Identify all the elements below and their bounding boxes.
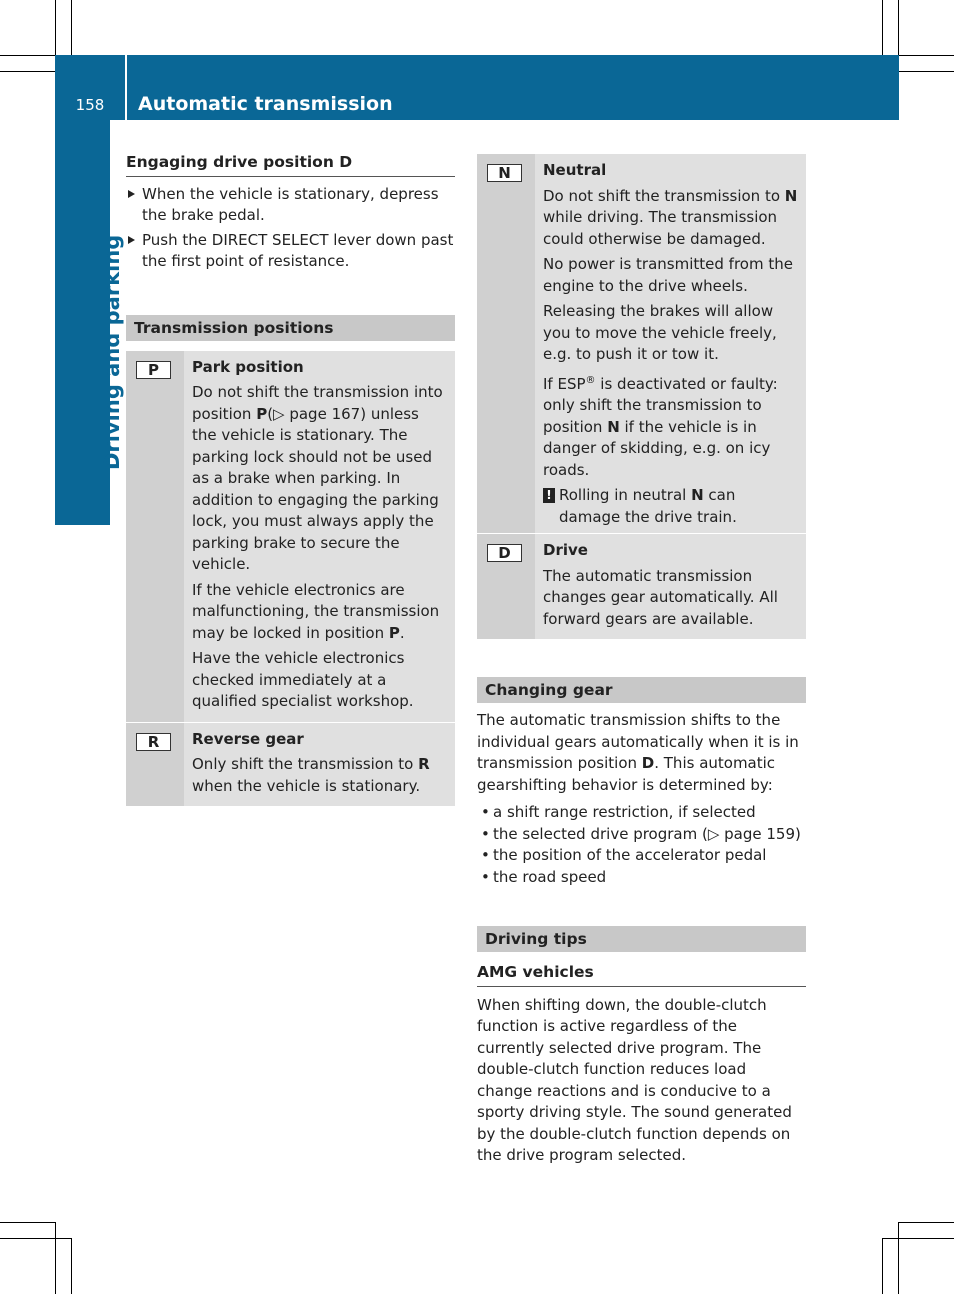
neutral-text-4 xyxy=(543,370,799,482)
glyph-cell xyxy=(126,723,184,807)
page-title: Automatic transmission xyxy=(138,93,393,115)
text: Only shift the transmission to xyxy=(192,755,419,773)
text: Do not shift the transmission into position xyxy=(192,383,443,423)
text: The automatic transmission shifts to the individual gears automatically when it is in transmission position xyxy=(477,711,799,772)
reverse-title: Reverse gear xyxy=(192,729,304,748)
drive-glyph-icon: D xyxy=(487,544,522,562)
position-letter: R xyxy=(418,755,430,773)
crop-mark xyxy=(0,1222,55,1223)
position-letter: N xyxy=(784,186,798,205)
changing-intro xyxy=(477,710,806,796)
left-column xyxy=(126,152,455,806)
neutral-title: Neutral xyxy=(543,161,607,179)
crop-mark xyxy=(882,1238,954,1239)
step-item: When the vehicle is stationary, depress the brake pedal. xyxy=(126,184,455,227)
position-letter: D xyxy=(641,754,655,772)
glyph-cell xyxy=(126,351,184,722)
glyph-cell xyxy=(477,154,535,533)
changing-gear-heading: Changing gear xyxy=(477,677,806,703)
glyph-cell xyxy=(477,534,535,639)
list-item: • the position of the accelerator pedal xyxy=(477,845,806,867)
driving-tips-heading: Driving tips xyxy=(477,926,806,952)
text: if the vehicle is in danger of skidding, e.g. on icy roads. xyxy=(543,417,771,479)
page-header xyxy=(55,55,899,120)
text: can damage the drive train. xyxy=(559,486,737,526)
crop-mark xyxy=(0,1238,71,1239)
page-number: 158 xyxy=(75,96,105,114)
position-letter: P xyxy=(256,404,268,423)
park-text-1 xyxy=(192,382,448,576)
chapter-label: Driving and parking xyxy=(100,234,124,470)
park-text-3: Have the vehicle electronics checked immediately at a qualified specialist workshop. xyxy=(192,649,414,710)
header-divider xyxy=(125,55,127,120)
positions-table-left xyxy=(126,351,455,807)
drive-content xyxy=(535,534,806,639)
position-letter: N xyxy=(691,486,704,504)
reverse-text-1 xyxy=(192,754,448,797)
positions-table-right xyxy=(477,154,806,639)
list-item: • the selected drive program (▷ page 159) xyxy=(477,824,806,846)
crop-mark xyxy=(55,1222,56,1294)
crop-mark xyxy=(898,1222,899,1294)
neutral-text-3: Releasing the brakes will allow you to move the vehicle freely, e.g. to push it or tow it. xyxy=(543,302,777,363)
crop-mark xyxy=(55,0,56,55)
crop-mark xyxy=(882,1238,883,1294)
text: If ESP xyxy=(543,374,586,393)
registered-mark: ® xyxy=(585,374,596,386)
right-column xyxy=(477,154,806,1167)
park-title: Park position xyxy=(192,357,304,376)
reverse-glyph-icon: R xyxy=(136,733,171,751)
table-row-drive xyxy=(477,534,806,639)
crop-mark xyxy=(899,55,954,56)
crop-mark xyxy=(899,71,954,72)
amg-vehicles-heading: AMG vehicles xyxy=(477,962,806,987)
crop-mark xyxy=(882,0,883,55)
warning-icon: ! xyxy=(543,488,555,503)
text: when the vehicle is stationary. xyxy=(192,776,421,795)
table-row-park xyxy=(126,351,455,723)
transmission-positions-heading: Transmission positions xyxy=(126,315,455,341)
table-row-reverse xyxy=(126,723,455,807)
drive-text-1: The automatic transmission changes gear automatically. All forward gears are available. xyxy=(543,566,778,628)
text: . This automatic gearshifting behavior is determined by: xyxy=(477,754,776,794)
engaging-heading: Engaging drive position D xyxy=(126,152,455,177)
list-item: • a shift range restriction, if selected xyxy=(477,802,806,824)
text: Do not shift the transmission to xyxy=(543,186,785,205)
tips-body: When shifting down, the double-clutch function is active regardless of the currently selected drive program. The double-clutch function reduces load change reactions and is conducive to a sporty driving style. The sound generated by the double-clutch function depends on the drive program selected. xyxy=(477,995,792,1164)
text: If the vehicle electronics are malfunctioning, the transmission may be locked in position xyxy=(192,580,440,642)
park-content xyxy=(184,351,455,722)
reverse-content xyxy=(184,723,455,807)
neutral-content xyxy=(535,154,806,533)
drive-title: Drive xyxy=(543,541,588,559)
crop-mark xyxy=(899,1222,954,1223)
warning-note xyxy=(543,485,799,528)
crop-mark xyxy=(0,55,55,56)
position-letter: P xyxy=(388,623,400,642)
crop-mark xyxy=(71,1238,72,1294)
neutral-glyph-icon: N xyxy=(487,164,522,182)
neutral-text-2: No power is transmitted from the engine to the drive wheels. xyxy=(543,255,793,295)
text: Rolling in neutral xyxy=(559,486,692,504)
position-letter: N xyxy=(607,417,620,436)
table-row-neutral xyxy=(477,154,806,534)
park-glyph-icon: P xyxy=(136,361,171,379)
crop-mark xyxy=(898,0,899,55)
park-text-2 xyxy=(192,580,448,645)
text: is deactivated or faulty: only shift the transmission to position xyxy=(543,374,778,436)
step-item: Push the DIRECT SELECT lever down past the first point of resistance. xyxy=(126,230,455,273)
text: while driving. The transmission could otherwise be damaged. xyxy=(543,208,778,248)
crop-mark xyxy=(0,71,55,72)
neutral-text-1 xyxy=(543,186,799,251)
list-item: • the road speed xyxy=(477,867,806,889)
text: . xyxy=(399,623,405,642)
crop-mark xyxy=(71,0,72,55)
text: (▷ page 167) unless the vehicle is stationary. The parking lock should not be used as a brake when parking. In addition to engaging the parking lock, you must always apply the parking brake to secure the vehicle. xyxy=(192,404,439,573)
